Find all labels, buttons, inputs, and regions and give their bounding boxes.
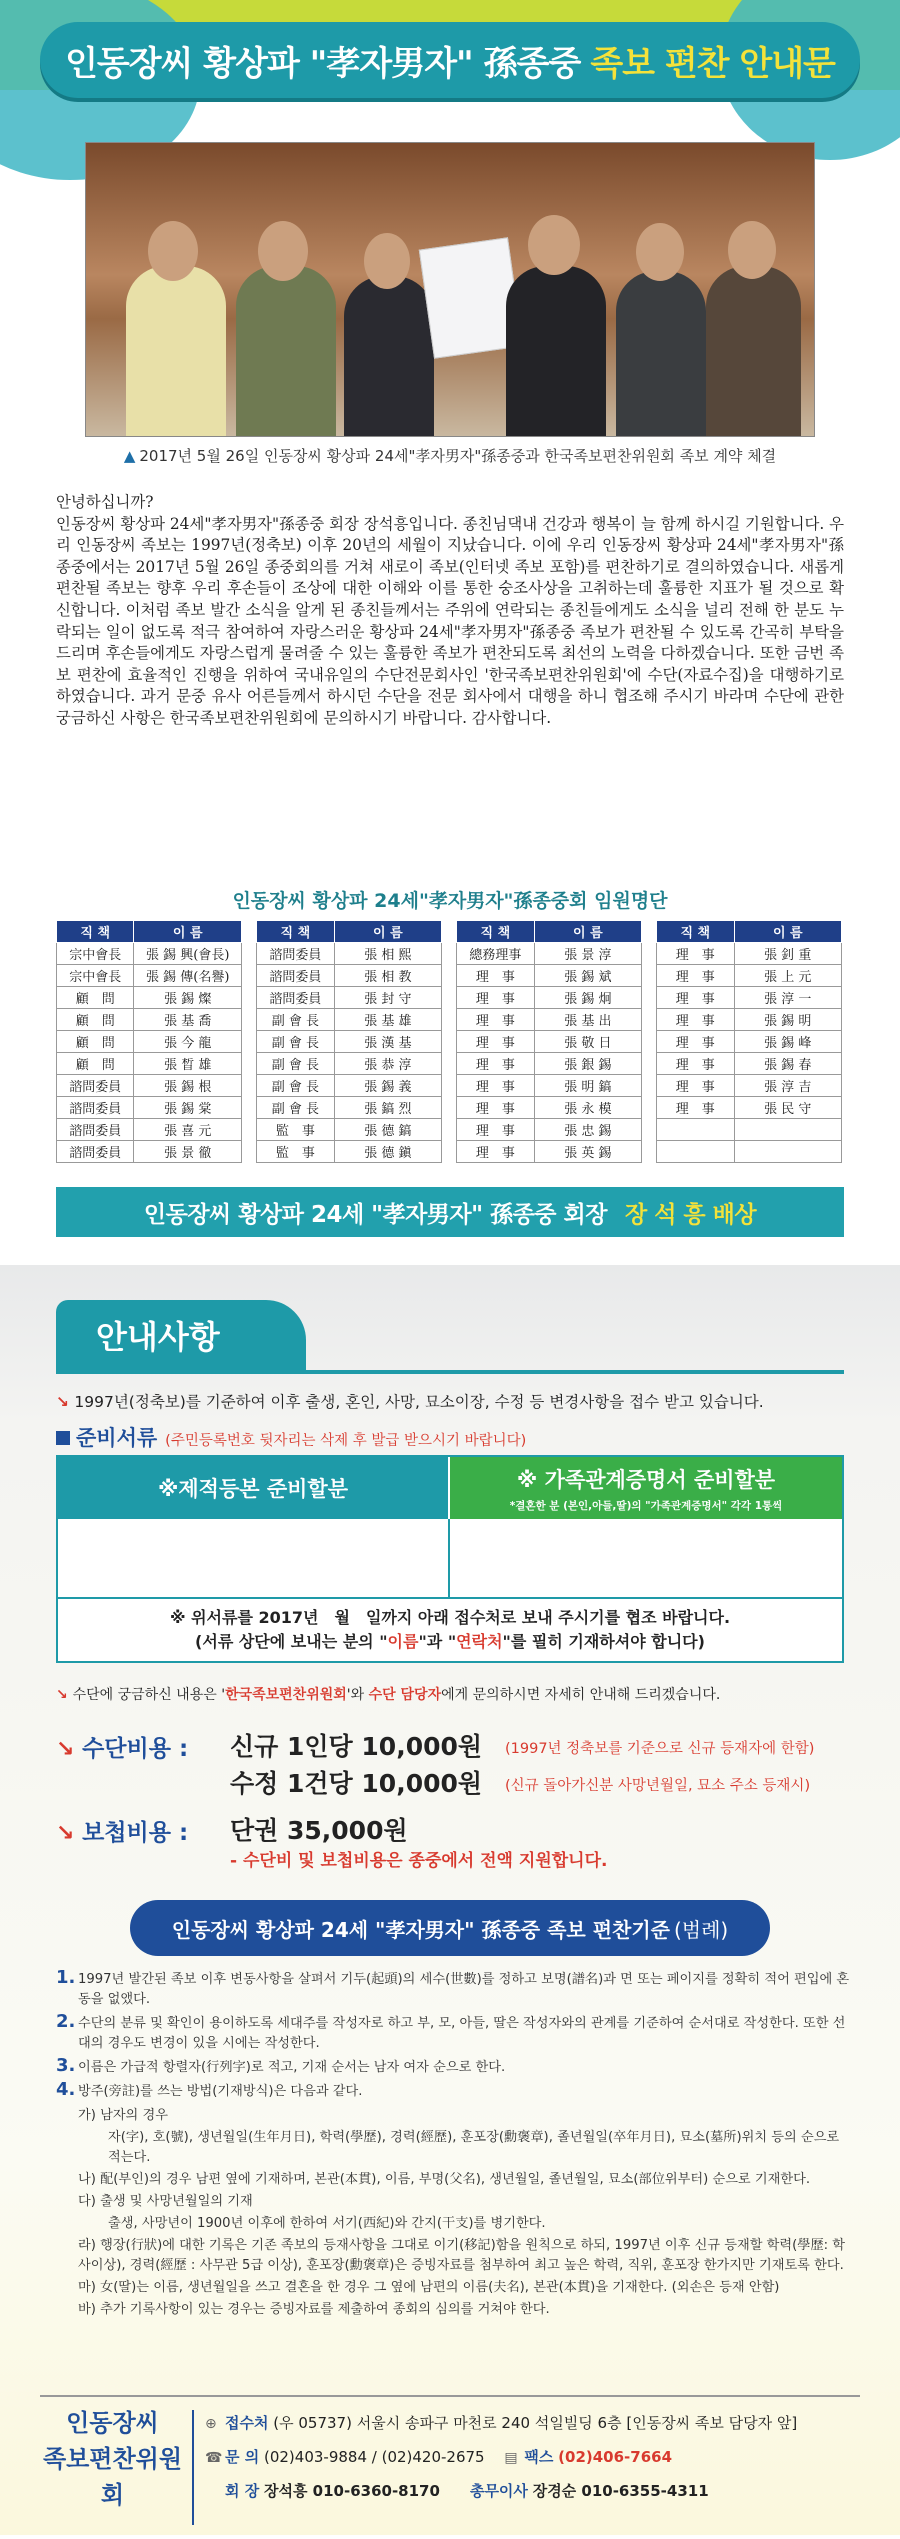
officer-name: 張 銀 錫 <box>534 1053 641 1075</box>
location-icon: ⊕ <box>205 2416 217 2432</box>
inquiry-note <box>56 1684 720 1704</box>
officer-position: 理 事 <box>657 1053 735 1075</box>
president-text: 인동장씨 황상파 24세 "孝자男자" 孫종중 회장 <box>143 1201 607 1228</box>
contact-emphasis: 연락처 <box>456 1632 503 1651</box>
officer-name: 張 相 熙 <box>334 943 441 965</box>
officer-row <box>457 1031 642 1053</box>
officer-name: 張 英 錫 <box>534 1141 641 1163</box>
officer-row <box>257 965 442 987</box>
officer-row <box>457 943 642 965</box>
name-contact-b: "과 " <box>418 1632 457 1651</box>
officer-position: 副 會 長 <box>257 1075 335 1097</box>
letter-greeting: 안녕하십니까? <box>56 493 154 511</box>
address-text: (우 05737) 서울시 송파구 마천로 240 석일빌딩 6층 [인동장씨 족보 담당자 앞] <box>273 2414 798 2432</box>
officer-name: 張 錫 義 <box>334 1075 441 1097</box>
officers-title: 인동장씨 황상파 24세"孝자男자"孫종중회 임원명단 <box>232 890 668 912</box>
officer-name: 張 德 鎬 <box>334 1119 441 1141</box>
officer-name: 張 今 龍 <box>134 1031 242 1053</box>
inquiry-org: 한국족보편찬위원회 <box>225 1687 347 1703</box>
fax-label: 팩스 <box>524 2448 554 2466</box>
officer-name: 張 喜 元 <box>134 1119 242 1141</box>
officer-row <box>57 987 242 1009</box>
inquiry-e: 에게 문의하시면 자세히 안내해 드리겠습니다. <box>441 1687 721 1703</box>
person-head <box>364 233 410 289</box>
officer-col-header: 직 책 <box>257 921 335 943</box>
officer-name <box>734 1119 841 1141</box>
phone-icon: ☎ <box>205 2450 223 2466</box>
inquiry-staff: 수단 담당자 <box>368 1687 442 1703</box>
officer-row <box>57 1075 242 1097</box>
officer-position: 顧 問 <box>57 1009 134 1031</box>
header-banner <box>0 0 900 130</box>
rule-number: 4. <box>56 2079 76 2100</box>
name-emphasis: 이름 <box>387 1632 419 1651</box>
doc-family-cert-header <box>450 1457 842 1519</box>
inquiry-a: 수단에 궁금하신 내용은 ' <box>72 1687 226 1703</box>
officer-row <box>457 1097 642 1119</box>
sec-contact[interactable]: 장경순 010-6355-4311 <box>532 2482 709 2500</box>
triangle-icon: ▲ <box>123 447 136 465</box>
doc-family-cert-title: ※ 가족관계증명서 준비할분 <box>516 1467 776 1492</box>
officer-name: 張 民 守 <box>734 1097 841 1119</box>
officer-name: 張 基 喬 <box>134 1009 242 1031</box>
officer-name: 張 景 徹 <box>134 1141 242 1163</box>
tel-2[interactable]: (02)420-2675 <box>381 2448 485 2466</box>
box-divider-vertical <box>448 1519 450 1597</box>
page-title <box>40 22 860 98</box>
pres-label: 회 장 <box>225 2482 260 2500</box>
box-divider-horizontal <box>58 1597 842 1599</box>
fee-edit-note: (신규 돌아가신분 사망년월일, 묘소 주소 등재시) <box>505 1778 811 1794</box>
arrow-icon: ↘ <box>56 1393 75 1411</box>
officer-row <box>57 1009 242 1031</box>
officer-position: 顧 問 <box>57 1053 134 1075</box>
rule-sub-item: 가) 남자의 경우 <box>78 2108 168 2123</box>
rule-sub-item: 자(字), 호(號), 생년월일(生年月日), 학력(學歷), 경력(經歷), 훈포장(勳褒章), 졸년월일(卒年月日), 묘소(墓所)위치 등의 순으로 적는다. <box>108 2130 840 2165</box>
fee-new: 신규 1인당 10,000원 <box>230 1732 483 1761</box>
officer-position: 副 會 長 <box>257 1009 335 1031</box>
rule-sub-item: 라) 행장(行狀)에 대한 기록은 기존 족보의 등재사항을 그대로 이기(移記)함을 원칙으로 하되, 1997년 이후 신규 등재할 학력(學歷: 학사이상), 경력(經歷 : 사무관 5급 이상), 훈포장(勳褒章)은 증빙자료를 첨부하여 최고 높은 학력, 직위, 훈포장 한가지만 기재토록 한다. <box>78 2238 846 2273</box>
officer-name: 張 淳 吉 <box>734 1075 841 1097</box>
officer-row <box>457 1075 642 1097</box>
officer-row <box>457 1119 642 1141</box>
officer-name: 張 封 守 <box>334 987 441 1009</box>
officer-position: 宗中會長 <box>57 965 134 987</box>
title-highlight: 족보 편찬 안내문 <box>590 43 835 84</box>
book-fee-value: 단권 35,000원 <box>230 1816 408 1845</box>
officer-name: 張 恭 淳 <box>334 1053 441 1075</box>
officer-name: 張 淳 一 <box>734 987 841 1009</box>
officer-col-header: 이 름 <box>334 921 441 943</box>
address-row <box>205 2412 797 2433</box>
officer-col-header: 직 책 <box>457 921 535 943</box>
officer-name: 張 相 教 <box>334 965 441 987</box>
officer-position: 副 會 長 <box>257 1053 335 1075</box>
officer-row <box>657 943 842 965</box>
rule-item <box>56 2055 856 2078</box>
person-head <box>636 223 684 281</box>
officer-row <box>257 1141 442 1163</box>
officer-table <box>656 920 842 1163</box>
person-head <box>148 221 198 281</box>
name-contact-note <box>58 1629 842 1652</box>
info-rule <box>56 1370 844 1374</box>
square-bullet-icon <box>56 1431 70 1445</box>
officer-position: 諮問委員 <box>257 943 335 965</box>
person-head <box>528 215 580 275</box>
officer-name: 張 錫 燦 <box>134 987 242 1009</box>
deadline-note <box>58 1605 842 1628</box>
committee-logo <box>40 2405 185 2513</box>
person-figure <box>126 266 226 436</box>
officer-row <box>657 1097 842 1119</box>
officer-col-header: 이 름 <box>734 921 841 943</box>
officer-name: 張 上 元 <box>734 965 841 987</box>
arrow-icon: ↘ <box>56 1687 73 1703</box>
officer-position: 諮問委員 <box>257 987 335 1009</box>
rules-banner <box>130 1900 770 1956</box>
officer-name: 張 錫 根 <box>134 1075 242 1097</box>
sec-label: 총무이사 <box>469 2482 528 2500</box>
officer-row <box>57 1119 242 1141</box>
officer-position: 監 事 <box>257 1119 335 1141</box>
prep-docs-title: 준비서류 <box>76 1426 158 1450</box>
prep-docs-heading <box>56 1422 526 1452</box>
name-contact-a: (서류 상단에 보내는 분의 " <box>195 1632 388 1651</box>
person-figure <box>706 266 801 436</box>
officer-row <box>57 1031 242 1053</box>
officer-row <box>657 987 842 1009</box>
fee-new-note: (1997년 정축보를 기준으로 신규 등재자에 한함) <box>505 1741 815 1757</box>
letter-body: 인동장씨 황상파 24세"孝자男자"孫종중 회장 장석흥입니다. 종친님댁내 건강과 행복이 늘 함께 하시길 기원합니다. 우리 인동장씨 족보는 1997년(정축보) 이후 20년의 세월이 지났습니다. 이에 우리 인동장씨 황상파 24세"孝자男자"孫종중에서는 2017년 5월 26일 종중회의를 거쳐 새로이 족보(인터넷 족보 포함)를 편찬하기로 결의하였습니다. 새롭게 편찬될 족보는 향후 우리 후손들이 조상에 대한 이해와 이를 통한 숭조사상을 고취하는데 훌륭한 지표가 될 것으로 확신합니다. 이처럼 족보 발간 소식을 알게 된 종친들께서는 주위에 연락되는 종친들에게도 소식을 널리 전해 한 분도 누락되는 일이 없도록 적극 참여하여 자랑스러운 황상파 24세"孝자男자"孫종중 족보가 편찬될 수 있도록 간곡히 부탁을 드리며 후손들에게도 자랑스럽게 물려줄 수 있는 훌륭한 족보가 편찬되도록 최선의 노력을 다하겠습니다. 또한 금번 족보 편찬에 효율적인 진행을 위하여 국내유일의 수단전문회사인 '한국족보편찬위원회'에 수단(자료수집)을 대행하기로 하였습니다. 과거 문중 유사 어른들께서 하시던 수단을 전문 회사에서 대행을 하니 협조해 주시기 바라며 수단에 관한 궁금하신 사항은 한국족보편찬위원회에 문의하시기 바랍니다. 감사합니다. <box>56 514 844 727</box>
officer-position: 諮問委員 <box>57 1075 134 1097</box>
rule-sub-item: 나) 配(부인)의 경우 남편 옆에 기재하며, 본관(本貫), 이름, 부명(父名), 생년월일, 졸년월일, 묘소(部位위부터) 순으로 기재한다. <box>78 2172 811 2187</box>
fee-support-note: - 수단비 및 보첩비용은 종중에서 전액 지원합니다. <box>230 1851 608 1871</box>
rule-text: 1997년 발간된 족보 이후 변동사항을 살펴서 기두(起頭)의 세수(世數)를 정하고 보명(譜名)과 면 또는 페이지를 정확히 적어 편입에 혼동을 없앴다. <box>78 1972 850 2007</box>
officer-position: 諮問委員 <box>257 965 335 987</box>
officer-position <box>657 1119 735 1141</box>
tel-label: 문 의 <box>225 2448 260 2466</box>
officer-row <box>657 1075 842 1097</box>
officer-name <box>734 1141 841 1163</box>
footer-rule <box>40 2395 860 2397</box>
officer-row <box>457 1009 642 1031</box>
rules-banner-suffix: (범례) <box>673 1917 729 1942</box>
rule-number: 1. <box>56 1967 76 1988</box>
officer-row <box>57 1141 242 1163</box>
officer-position: 理 事 <box>457 1141 535 1163</box>
rule-number: 3. <box>56 2055 76 2076</box>
inquiry-c: '와 <box>346 1687 369 1703</box>
fax-icon: ▤ <box>504 2450 518 2466</box>
officer-row <box>57 1097 242 1119</box>
person-figure <box>616 271 706 436</box>
officer-position: 理 事 <box>657 1075 735 1097</box>
rule-item <box>56 2011 856 2054</box>
officer-position: 理 事 <box>657 943 735 965</box>
officer-row <box>657 1141 842 1163</box>
officer-position: 副 會 長 <box>257 1031 335 1053</box>
officer-name: 張 錫 炯 <box>534 987 641 1009</box>
rule-sub-item: 출생, 사망년이 1900년 이후에 한하여 서기(西紀)와 간지(干支)를 병기한다. <box>108 2216 546 2231</box>
person-head <box>728 221 776 279</box>
tel-1[interactable]: (02)403-9884 <box>263 2448 367 2466</box>
officer-position: 監 事 <box>257 1141 335 1163</box>
officer-position: 理 事 <box>657 1009 735 1031</box>
officer-row <box>257 943 442 965</box>
officer-row <box>257 1075 442 1097</box>
officer-name: 張 永 模 <box>534 1097 641 1119</box>
officer-row <box>257 1009 442 1031</box>
greeting-letter <box>56 492 844 730</box>
logo-line-2: 족보편찬위원회 <box>42 2444 183 2509</box>
officer-position: 理 事 <box>457 1119 535 1141</box>
book-fee-label-row <box>56 1814 188 1847</box>
officer-row <box>457 965 642 987</box>
officer-row <box>457 1141 642 1163</box>
officer-row <box>57 1053 242 1075</box>
officer-position: 理 事 <box>457 1053 535 1075</box>
officer-col-header: 이 름 <box>534 921 641 943</box>
person-figure <box>344 276 434 436</box>
rules-banner-text: 인동장씨 황상파 24세 "孝자男자" 孫종중 족보 편찬기준 <box>171 1917 670 1942</box>
president-name: 장 석 흥 배상 <box>624 1201 757 1228</box>
officer-row <box>57 943 242 965</box>
officer-row <box>657 1009 842 1031</box>
name-contact-c: "를 필히 기재하셔야 합니다) <box>502 1632 705 1651</box>
officer-row <box>257 1031 442 1053</box>
officer-name: 張 錫 棠 <box>134 1097 242 1119</box>
officer-row <box>657 1053 842 1075</box>
arrow-icon: ↘ <box>56 1821 83 1846</box>
documents-box <box>56 1455 844 1663</box>
officer-row <box>657 1031 842 1053</box>
title-main: 인동장씨 황상파 "孝자男자" 孫종중 <box>65 43 581 84</box>
officer-col-header: 이 름 <box>134 921 242 943</box>
fee-label-row <box>56 1730 188 1763</box>
officer-position: 諮問委員 <box>57 1141 134 1163</box>
officer-name: 張 錫 斌 <box>534 965 641 987</box>
fee-edit: 수정 1건당 10,000원 <box>230 1769 483 1798</box>
rule-item <box>56 1967 856 2010</box>
officer-name: 張 錫 春 <box>734 1053 841 1075</box>
address-label: 접수처 <box>225 2414 269 2432</box>
officer-position: 宗中會長 <box>57 943 134 965</box>
logo-line-1: 인동장씨 <box>66 2408 159 2437</box>
officer-name: 張 錫 峰 <box>734 1031 841 1053</box>
officer-position: 理 事 <box>457 1031 535 1053</box>
officer-row <box>257 1097 442 1119</box>
person-head <box>258 221 308 281</box>
officer-position: 理 事 <box>457 1009 535 1031</box>
notice-changes <box>56 1390 764 1412</box>
officer-name: 張 錫 傳(名譽) <box>134 965 242 987</box>
officer-name: 張 鎬 烈 <box>334 1097 441 1119</box>
info-tab: 안내사항 <box>56 1300 306 1370</box>
officer-contact-row <box>205 2480 709 2501</box>
notice-changes-text: 1997년(정축보)를 기준하여 이후 출생, 혼인, 사망, 묘소이장, 수정 등 변경사항을 접수 받고 있습니다. <box>74 1393 764 1411</box>
arrow-icon: ↘ <box>56 1737 83 1762</box>
officer-position <box>657 1141 735 1163</box>
officer-name: 張 晳 雄 <box>134 1053 242 1075</box>
officer-position: 總務理事 <box>457 943 535 965</box>
photo-caption <box>80 445 820 466</box>
person-figure <box>506 266 606 436</box>
officer-position: 理 事 <box>457 1097 535 1119</box>
officer-table <box>256 920 442 1163</box>
officer-row <box>257 987 442 1009</box>
president-signature-bar <box>56 1187 844 1237</box>
officer-row <box>257 1119 442 1141</box>
officer-name: 張 景 淳 <box>534 943 641 965</box>
rule-sub-item: 다) 출생 및 사망년월일의 기재 <box>78 2194 253 2209</box>
footer-divider <box>192 2410 194 2525</box>
doc-family-cert-note: *결혼한 분 (본인,아들,딸)의 "가족관계증명서" 각각 1통씩 <box>509 1499 783 1512</box>
rule-sub-item: 바) 추가 기록사항이 있는 경우는 증빙자료를 제출하여 종회의 심의를 거쳐야 한다. <box>78 2302 550 2317</box>
officer-position: 理 事 <box>657 965 735 987</box>
officer-position: 諮問委員 <box>57 1119 134 1141</box>
doc-removal-cert-header: ※제적등본 준비할분 <box>58 1457 448 1519</box>
officer-position: 諮問委員 <box>57 1097 134 1119</box>
officer-name: 張 明 鎬 <box>534 1075 641 1097</box>
officer-position: 理 事 <box>457 965 535 987</box>
person-figure <box>236 266 336 436</box>
deadline-note-b: 2017년 월 일까지 아래 접수처로 보내 주시기를 협조 바랍니다. <box>258 1608 731 1627</box>
officer-name: 張 基 出 <box>534 1009 641 1031</box>
officer-position: 理 事 <box>657 1031 735 1053</box>
officer-row <box>657 1119 842 1141</box>
pres-contact[interactable]: 장석흥 010-6360-8170 <box>263 2482 440 2500</box>
deadline-note-a: ※ 위서류를 <box>169 1608 253 1627</box>
officer-position: 理 事 <box>457 987 535 1009</box>
officer-col-header: 직 책 <box>57 921 134 943</box>
officer-name: 張 忠 錫 <box>534 1119 641 1141</box>
officer-row <box>657 965 842 987</box>
rule-text: 방주(旁註)를 쓰는 방법(기재방식)은 다음과 같다. <box>78 2084 363 2099</box>
rules-list <box>56 1967 856 2322</box>
officer-col-header: 직 책 <box>657 921 735 943</box>
officer-row <box>257 1053 442 1075</box>
officer-name: 張 釗 重 <box>734 943 841 965</box>
officer-name: 張 錫 明 <box>734 1009 841 1031</box>
fee-label: 수단비용 : <box>82 1736 189 1762</box>
fax-number[interactable]: (02)406-7664 <box>558 2448 673 2466</box>
contract-photo <box>85 142 815 437</box>
officer-position: 理 事 <box>657 987 735 1009</box>
officer-row <box>57 965 242 987</box>
contact-row: ☎ 문 의 (02)403-9884 / (02)420-2675 ▤ 팩스 (02)406-7664 <box>205 2448 673 2466</box>
officer-position: 顧 問 <box>57 987 134 1009</box>
officer-position: 理 事 <box>457 1075 535 1097</box>
officer-name: 張 德 鎭 <box>334 1141 441 1163</box>
book-fee-label: 보첩비용 : <box>82 1820 189 1846</box>
officer-name: 張 敬 日 <box>534 1031 641 1053</box>
officer-position: 理 事 <box>657 1097 735 1119</box>
officer-name: 張 漢 基 <box>334 1031 441 1053</box>
officer-table <box>56 920 242 1163</box>
officer-name: 張 錫 興(會長) <box>134 943 242 965</box>
rule-number: 2. <box>56 2011 76 2032</box>
rule-sub-item: 마) 女(딸)는 이름, 생년월일을 쓰고 결혼을 한 경우 그 옆에 남편의 이름(夫名), 본관(本貫)을 기재한다. (외손은 등재 안함) <box>78 2280 780 2295</box>
rule-text: 이름은 가급적 항렬자(行列字)로 적고, 기재 순서는 남자 여자 순으로 한다. <box>78 2060 506 2075</box>
rule-text: 수단의 분류 및 확인이 용이하도록 세대주를 작성자로 하고 부, 모, 아들, 딸은 작성자와의 관계를 기준하여 순서대로 작성한다. 또한 선대의 경우도 변경이 있을 시에는 작성한다. <box>78 2016 846 2051</box>
officer-position: 顧 問 <box>57 1031 134 1053</box>
officer-row <box>457 1053 642 1075</box>
officer-position: 副 會 長 <box>257 1097 335 1119</box>
officer-name: 張 基 雄 <box>334 1009 441 1031</box>
caption-text: 2017년 5월 26일 인동장씨 황상파 24세"孝자男자"孫종중과 한국족보편찬위원회 족보 계약 체결 <box>139 447 777 465</box>
rule-item <box>56 2079 856 2102</box>
prep-docs-subtitle: (주민등록번호 뒷자리는 삭제 후 발급 받으시기 바랍니다) <box>165 1433 527 1449</box>
officer-row <box>457 987 642 1009</box>
officer-table <box>456 920 642 1163</box>
